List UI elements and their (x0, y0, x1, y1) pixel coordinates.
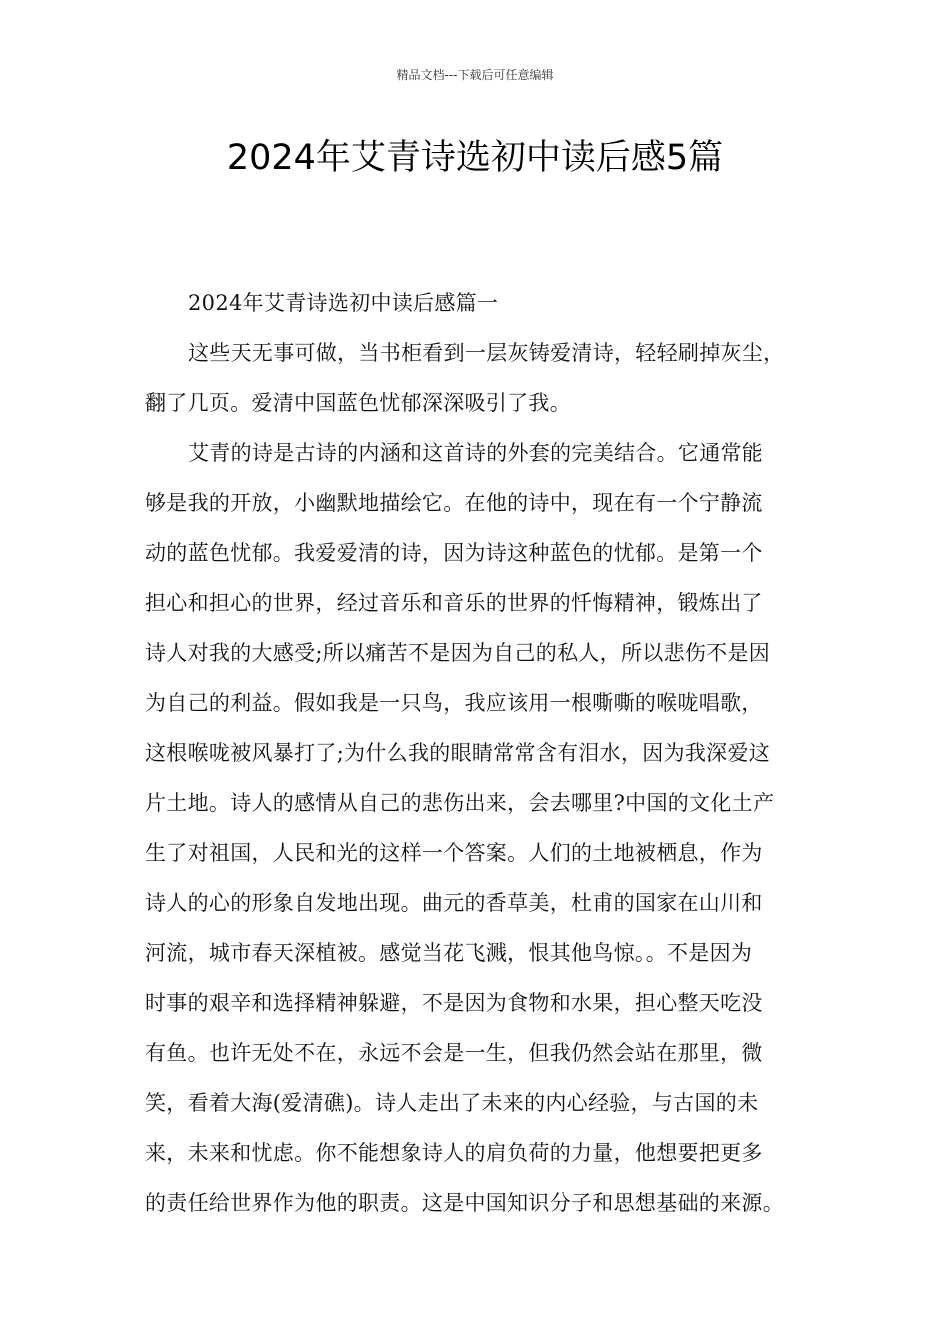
document-body (145, 278, 810, 1228)
paragraph-line: 诗人对我的大感受;所以痛苦不是因为自己的私人，所以悲伤不是因 (145, 641, 771, 665)
paragraph-line: 时事的艰辛和选择精神躲避，不是因为食物和水果，担心整天吃没 (145, 991, 763, 1015)
paragraph-2 (145, 428, 810, 1228)
paragraph-line: 动的蓝色忧郁。我爱爱清的诗，因为诗这种蓝色的忧郁。是第一个 (145, 541, 763, 565)
section-heading: 2024年艾青诗选初中读后感篇一 (188, 291, 499, 315)
paragraph-line: 担心和担心的世界，经过音乐和音乐的世界的忏悔精神，锻炼出了 (145, 591, 763, 615)
paragraph-line: 笑，看着大海(爱清礁)。诗人走出了未来的内心经验，与古国的未 (145, 1091, 759, 1115)
paragraph-line: 这些天无事可做，当书柜看到一层灰铸爱清诗，轻轻刷掉灰尘， (188, 341, 785, 365)
paragraph-line: 来，未来和忧虑。你不能想象诗人的肩负荷的力量，他想要把更多 (145, 1141, 763, 1165)
header-note: 精品文档---下载后可任意编辑 (396, 68, 554, 82)
paragraph-line: 为自己的利益。假如我是一只鸟，我应该用一根嘶嘶的喉咙唱歌， (145, 691, 763, 715)
paragraph-line: 艾青的诗是古诗的内涵和这首诗的外套的完美结合。它通常能 (188, 441, 764, 465)
document-title: 2024年艾青诗选初中读后感5篇 (226, 138, 724, 178)
paragraph-1 (145, 328, 810, 428)
paragraph-line: 有鱼。也许无处不在，永远不会是一生，但我仍然会站在那里，微 (145, 1041, 763, 1065)
paragraph-line: 够是我的开放，小幽默地描绘它。在他的诗中，现在有一个宁静流 (145, 491, 763, 515)
paragraph-line: 诗人的心的形象自发地出现。曲元的香草美，杜甫的国家在山川和 (145, 891, 763, 915)
paragraph-line: 生了对祖国，人民和光的这样一个答案。人们的土地被栖息，作为 (145, 841, 763, 865)
paragraph-line: 的责任给世界作为他的职责。这是中国知识分子和思想基础的来源。 (145, 1191, 784, 1215)
paragraph-line: 片土地。诗人的感情从自己的悲伤出来，会去哪里?中国的文化土产 (145, 791, 775, 815)
paragraph-line: 翻了几页。爱清中国蓝色忧郁深深吸引了我。 (145, 391, 571, 415)
paragraph-line: 河流，城市春天深植被。感觉当花飞溅，恨其他鸟惊。。不是因为 (145, 941, 753, 965)
paragraph-line: 这根喉咙被风暴打了;为什么我的眼睛常常含有泪水，因为我深爱这 (145, 741, 771, 765)
